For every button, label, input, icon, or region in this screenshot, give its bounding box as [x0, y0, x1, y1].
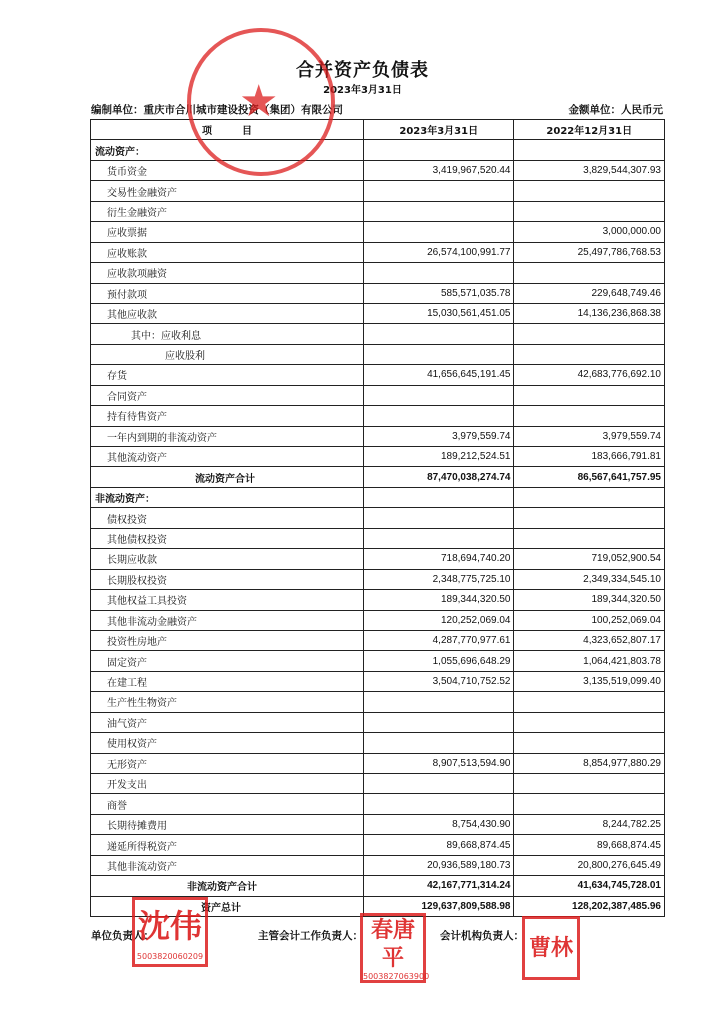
- table-row: [91, 344, 665, 364]
- row-value-current: 15,030,561,451.05: [363, 303, 514, 323]
- row-label: 在建工程: [91, 671, 364, 691]
- row-value-prior: [514, 263, 665, 283]
- footer-accounting-dept: 会计机构负责人：: [440, 930, 524, 942]
- row-label: 应收账款: [91, 242, 364, 262]
- row-value-current: [363, 201, 514, 221]
- row-value-prior: [514, 344, 665, 364]
- signature-stamp-2: [360, 913, 430, 983]
- row-value-prior: [514, 508, 665, 528]
- preparing-entity: 编制单位：重庆市合川城市建设投资（集团）有限公司: [91, 104, 343, 116]
- row-value-prior: [514, 201, 665, 221]
- row-label: 其他权益工具投资: [91, 590, 364, 610]
- row-label: 预付款项: [91, 283, 364, 303]
- row-label: 开发支出: [91, 774, 364, 794]
- row-value-current: 8,907,513,594.90: [363, 753, 514, 773]
- table-row: [91, 140, 665, 160]
- table-row: [91, 303, 665, 323]
- row-value-prior: 4,323,652,807.17: [514, 630, 665, 650]
- row-value-prior: 14,136,236,868.38: [514, 303, 665, 323]
- table-row: [91, 201, 665, 221]
- row-label: 长期股权投资: [91, 569, 364, 589]
- table-row: [91, 365, 665, 385]
- table-row: [91, 651, 665, 671]
- table-row: [91, 814, 665, 834]
- row-label: 合同资产: [91, 385, 364, 405]
- row-value-current: 120,252,069.04: [363, 610, 514, 630]
- report-title: 合并资产负债表: [296, 60, 429, 81]
- row-label: 一年内到期的非流动资产: [91, 426, 364, 446]
- table-header-row: [91, 120, 665, 140]
- row-value-current: 189,344,320.50: [363, 590, 514, 610]
- col-header-current: 2023年3月31日: [363, 120, 514, 140]
- row-label: 其他债权投资: [91, 528, 364, 548]
- table-row: [91, 610, 665, 630]
- row-value-current: [363, 324, 514, 344]
- row-value-current: 129,637,809,588.98: [363, 896, 514, 916]
- table-row: [91, 549, 665, 569]
- row-value-current: 87,470,038,274.74: [363, 467, 514, 487]
- row-value-current: [363, 487, 514, 507]
- signature-stamp-3: [522, 916, 580, 980]
- row-value-current: 718,694,740.20: [363, 549, 514, 569]
- row-label: 存货: [91, 365, 364, 385]
- row-value-prior: 128,202,387,485.96: [514, 896, 665, 916]
- row-value-current: [363, 712, 514, 732]
- row-label: 债权投资: [91, 508, 364, 528]
- table-row: [91, 528, 665, 548]
- row-value-prior: [514, 487, 665, 507]
- row-value-current: 3,419,967,520.44: [363, 160, 514, 180]
- row-value-current: 3,979,559.74: [363, 426, 514, 446]
- table-row: [91, 835, 665, 855]
- row-value-current: 3,504,710,752.52: [363, 671, 514, 691]
- row-label: 流动资产合计: [91, 467, 364, 487]
- table-row: [91, 794, 665, 814]
- row-label: 使用权资产: [91, 733, 364, 753]
- row-value-prior: 1,064,421,803.78: [514, 651, 665, 671]
- row-value-current: [363, 774, 514, 794]
- col-header-item: 项 目: [91, 120, 364, 140]
- row-value-current: 2,348,775,725.10: [363, 569, 514, 589]
- row-value-current: [363, 222, 514, 242]
- stamp-3-name: 曹林: [528, 935, 573, 961]
- row-label: 资产总计: [91, 896, 364, 916]
- row-value-prior: [514, 794, 665, 814]
- footer-unit-head: 单位负责人：: [91, 930, 154, 942]
- row-value-prior: 3,000,000.00: [514, 222, 665, 242]
- row-value-current: 1,055,696,648.29: [363, 651, 514, 671]
- row-label: 其他应收款: [91, 303, 364, 323]
- footer-accounting-head: 主管会计工作负责人：: [258, 930, 363, 942]
- row-label: 油气资产: [91, 712, 364, 732]
- row-value-prior: 42,683,776,692.10: [514, 365, 665, 385]
- row-value-current: 41,656,645,191.45: [363, 365, 514, 385]
- row-label: 长期应收款: [91, 549, 364, 569]
- table-row: [91, 733, 665, 753]
- row-value-current: 20,936,589,180.73: [363, 855, 514, 875]
- row-label: 流动资产：: [91, 140, 364, 160]
- row-label: 其中：应收利息: [91, 324, 364, 344]
- row-value-prior: [514, 712, 665, 732]
- company-seal-icon: [187, 28, 335, 176]
- row-value-current: [363, 385, 514, 405]
- table-row: [91, 508, 665, 528]
- row-value-prior: 8,244,782.25: [514, 814, 665, 834]
- row-value-prior: 86,567,641,757.95: [514, 467, 665, 487]
- table-row: [91, 855, 665, 875]
- row-value-prior: 3,979,559.74: [514, 426, 665, 446]
- row-value-current: 26,574,100,991.77: [363, 242, 514, 262]
- row-value-prior: 3,135,519,099.40: [514, 671, 665, 691]
- row-label: 长期待摊费用: [91, 814, 364, 834]
- row-value-current: [363, 733, 514, 753]
- row-value-current: [363, 794, 514, 814]
- row-value-current: [363, 528, 514, 548]
- row-value-prior: [514, 324, 665, 344]
- col-header-prior: 2022年12月31日: [514, 120, 665, 140]
- table-row: [91, 487, 665, 507]
- row-value-prior: 25,497,786,768.53: [514, 242, 665, 262]
- row-label: 衍生金融资产: [91, 201, 364, 221]
- table-row: [91, 385, 665, 405]
- row-value-prior: 89,668,874.45: [514, 835, 665, 855]
- row-value-prior: 2,349,334,545.10: [514, 569, 665, 589]
- stamp-1-name: 沈伟: [137, 907, 202, 945]
- stamp-1-code: 5003820060209: [136, 952, 204, 961]
- stamp-2-name: 春唐平: [370, 917, 415, 971]
- row-value-current: 189,212,524.51: [363, 447, 514, 467]
- table-row: [91, 263, 665, 283]
- row-value-current: 4,287,770,977.61: [363, 630, 514, 650]
- row-value-current: 42,167,771,314.24: [363, 876, 514, 896]
- row-value-current: 8,754,430.90: [363, 814, 514, 834]
- row-label: 其他非流动资产: [91, 855, 364, 875]
- table-row: [91, 447, 665, 467]
- row-label: 应收票据: [91, 222, 364, 242]
- row-value-prior: [514, 181, 665, 201]
- table-row: [91, 426, 665, 446]
- row-label: 非流动资产合计: [91, 876, 364, 896]
- row-value-prior: [514, 774, 665, 794]
- row-value-current: [363, 692, 514, 712]
- row-label: 货币资金: [91, 160, 364, 180]
- seal-star-icon: ★: [239, 76, 279, 127]
- table-row: [91, 630, 665, 650]
- table-row: [91, 242, 665, 262]
- table-row: [91, 160, 665, 180]
- row-value-prior: 3,829,544,307.93: [514, 160, 665, 180]
- row-value-prior: 8,854,977,880.29: [514, 753, 665, 773]
- table-row: [91, 590, 665, 610]
- row-value-prior: 719,052,900.54: [514, 549, 665, 569]
- table-row: [91, 324, 665, 344]
- table-row: [91, 671, 665, 691]
- row-value-prior: [514, 406, 665, 426]
- row-label: 无形资产: [91, 753, 364, 773]
- row-value-current: [363, 406, 514, 426]
- table-row: [91, 283, 665, 303]
- row-value-prior: 41,634,745,728.01: [514, 876, 665, 896]
- table-row: [91, 876, 665, 896]
- row-label: 应收股利: [91, 344, 364, 364]
- row-value-prior: [514, 692, 665, 712]
- row-label: 应收款项融资: [91, 263, 364, 283]
- row-value-current: 89,668,874.45: [363, 835, 514, 855]
- row-value-prior: [514, 140, 665, 160]
- currency-unit: 金额单位：人民币元: [568, 104, 663, 116]
- row-value-current: [363, 181, 514, 201]
- row-label: 持有待售资产: [91, 406, 364, 426]
- row-label: 递延所得税资产: [91, 835, 364, 855]
- row-value-prior: 20,800,276,645.49: [514, 855, 665, 875]
- row-value-current: [363, 263, 514, 283]
- balance-sheet-table: [90, 119, 665, 917]
- row-value-prior: 100,252,069.04: [514, 610, 665, 630]
- row-value-prior: [514, 528, 665, 548]
- row-label: 投资性房地产: [91, 630, 364, 650]
- table-row: [91, 712, 665, 732]
- row-value-current: [363, 508, 514, 528]
- row-value-prior: 189,344,320.50: [514, 590, 665, 610]
- row-label: 生产性生物资产: [91, 692, 364, 712]
- row-value-prior: [514, 733, 665, 753]
- table-row: [91, 406, 665, 426]
- row-label: 固定资产: [91, 651, 364, 671]
- table-row: [91, 569, 665, 589]
- row-label: 非流动资产：: [91, 487, 364, 507]
- row-value-prior: [514, 385, 665, 405]
- row-label: 交易性金融资产: [91, 181, 364, 201]
- signature-stamp-1: [132, 897, 208, 967]
- row-label: 其他非流动金融资产: [91, 610, 364, 630]
- row-value-prior: 229,648,749.46: [514, 283, 665, 303]
- stamp-2-code: 5003827063900: [363, 972, 430, 981]
- table-row: [91, 222, 665, 242]
- row-label: 商誉: [91, 794, 364, 814]
- row-value-current: 585,571,035.78: [363, 283, 514, 303]
- table-row: [91, 181, 665, 201]
- table-row: [91, 467, 665, 487]
- row-label: 其他流动资产: [91, 447, 364, 467]
- report-date: 2023年3月31日: [323, 85, 402, 96]
- table-row: [91, 692, 665, 712]
- row-value-current: [363, 140, 514, 160]
- row-value-prior: 183,666,791.81: [514, 447, 665, 467]
- table-row: [91, 774, 665, 794]
- table-row: [91, 753, 665, 773]
- row-value-current: [363, 344, 514, 364]
